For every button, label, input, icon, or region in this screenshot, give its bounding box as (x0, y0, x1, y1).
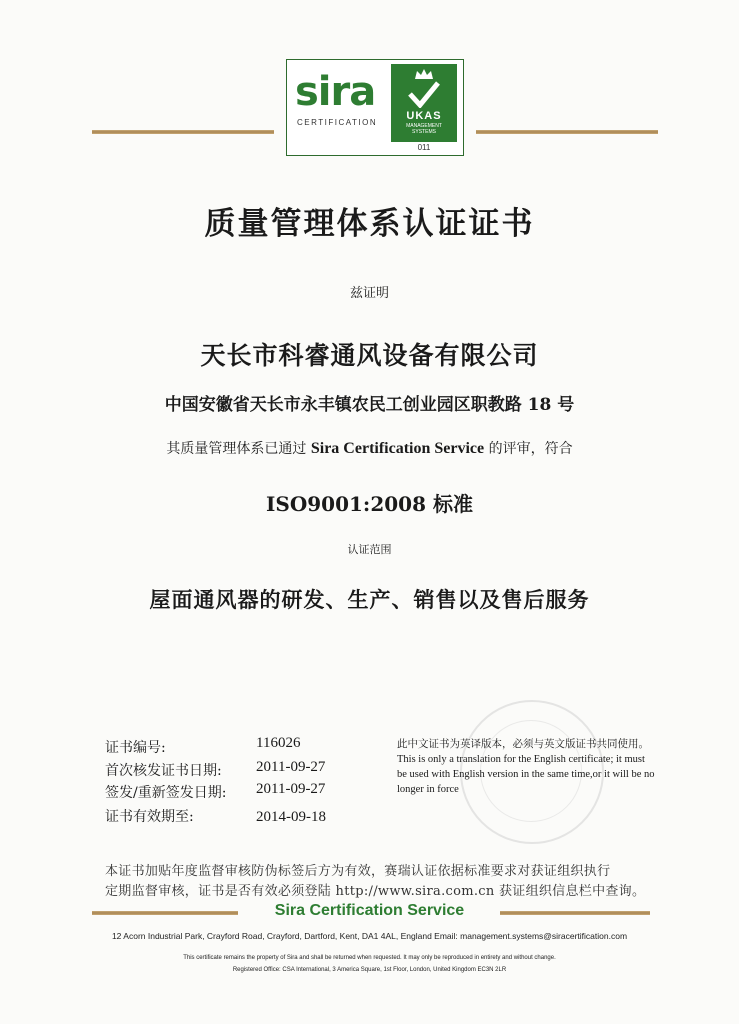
footer-address: 12 Acorn Industrial Park, Crayford Road, Crayford, Dartford, Kent, DA1 4AL, England Email: management.systems@siracertification.com (111, 931, 628, 941)
company-name: 天长市科睿通风设备有限公司 (200, 341, 539, 370)
company-address: 中国安徽省天长市永丰镇农民工创业园区职教路 18 号 (164, 395, 575, 415)
footer-notice-line1: 本证书加贴年度监督审核防伪标签后方为有效，赛瑞认证依据标准要求对获证组织执行 (105, 864, 611, 879)
first-issue-label: 首次核发证书日期: (105, 763, 222, 779)
sira-certification-label: CERTIFICATION (297, 118, 378, 127)
certification-scope: 屋面通风器的研发、生产、销售以及售后服务 (149, 587, 590, 612)
standard: ISO9001:2008 标准 (266, 492, 473, 516)
sira-ukas-logo (286, 59, 464, 156)
first-issue-date: 2011-09-27 (256, 759, 326, 775)
review-statement: 其质量管理体系已通过 Sira Certification Service 的评审，符合 (166, 440, 573, 457)
footer-brand: Sira Certification Service (274, 902, 465, 919)
certifier-name: Sira Certification Service (310, 440, 485, 457)
expiry-label: 证书有效期至: (105, 809, 194, 825)
cert-number: 116026 (256, 735, 301, 751)
ukas-number: 011 (417, 143, 431, 152)
ukas-subtitle: MANAGEMENT SYSTEMS (406, 123, 442, 135)
translation-note (397, 737, 655, 797)
header-rule-left (92, 130, 274, 134)
footer-property-notice: This certificate remains the property of Sira and shall be returned when requested. It may only be reproduced in entirety and without change. (183, 955, 556, 961)
footer-notice-line2: 定期监督审核，证书是否有效必须登陆 http://www.sira.com.cn 获证组织信息栏中查询。 (105, 884, 646, 899)
expiry-date: 2014-09-18 (256, 809, 326, 825)
reissue-label: 签发/重新签发日期: (105, 785, 227, 801)
translation-note-cn: 此中文证书为英译版本，必须与英文版证书共同使用。 (397, 739, 649, 750)
certify-label: 兹证明 (349, 286, 389, 301)
sira-wordmark: sira (295, 69, 376, 115)
ukas-label: UKAS (406, 110, 442, 122)
ukas-mark (391, 64, 457, 142)
cert-number-label: 证书编号: (105, 740, 166, 756)
reissue-date: 2011-09-27 (256, 781, 326, 797)
translation-note-en: This is only a translation for the English certificate; it must be used with English version in the same time,or it will be no longer in force (397, 754, 655, 795)
crown-icon (414, 68, 434, 80)
header-rule-right (476, 130, 658, 134)
scope-label: 认证范围 (347, 543, 392, 556)
checkmark-icon (408, 80, 440, 108)
footer-registered-office: Registered Office: CSA International, 3 America Square, 1st Floor, London, United Kingdom EC3N 2LR (232, 967, 507, 973)
certificate-title: 质量管理体系认证证书 (204, 206, 535, 242)
